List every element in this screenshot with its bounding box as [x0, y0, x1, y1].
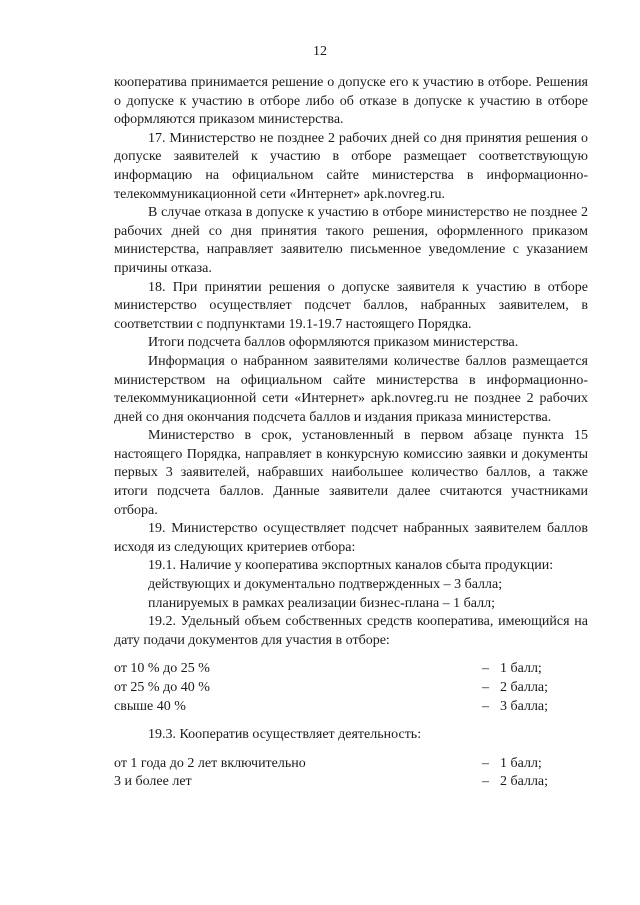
criterion-19-1-line-a: действующих и документально подтвержденных – 3 балла; [148, 577, 503, 593]
row-label: свыше 40 % [114, 698, 186, 714]
row-value: 3 балла; [500, 698, 549, 714]
table-row [114, 698, 588, 717]
row-dash: – [482, 661, 489, 677]
paragraph-item-17: 17. Министерство не позднее 2 рабочих дней со дня принятия решения о допуске заявителей к участию в отборе размещает соответствующую информацию на официальном сайте министерства в информационно-телекоммуникационной сети «Интернет» apk.novreg.ru. [114, 130, 588, 202]
paragraph-continuation: кооператива принимается решение о допуске его к участию в отборе. Решения о допуске к участию в отборе либо об отказе в допуске к участию в отборе оформляются приказом министерства. [114, 75, 588, 128]
paragraph-commission-submission: Министерство в срок, установленный в первом абзаце пункта 15 настоящего Порядка, направляет в конкурсную комиссию заявки и документы первых 3 заявителей, набравших наибольшее количество баллов, а также итоги подсчета баллов. Данные заявители далее считаются участниками отбора. [114, 428, 588, 518]
row-dash: – [482, 774, 489, 790]
criterion-19-1-line-b: планируемых в рамках реализации бизнес-плана – 1 балл; [148, 595, 495, 611]
table-row [114, 755, 588, 774]
row-value: 1 балл; [500, 661, 542, 677]
row-value: 2 балла; [500, 680, 549, 695]
row-label: от 1 года до 2 лет включительно [114, 755, 306, 771]
criterion-19-3-table [114, 755, 588, 792]
row-dash: – [482, 698, 489, 714]
paragraph-score-publication: Информация о набранном заявителями количестве баллов размещается министерством на официальном сайте министерства в информационно-телекоммуникационной сети «Интернет» apk.novreg.ru не позднее 2 рабочих дней со дня окончания подсчета баллов и издания приказа министерства. [114, 353, 588, 425]
row-label: от 10 % до 25 % [114, 661, 210, 677]
paragraph-item-19: 19. Министерство осуществляет подсчет набранных заявителем баллов исходя из следующих критериев отбора: [114, 521, 588, 555]
page-number: 12 [313, 44, 327, 59]
criterion-19-3-title: 19.3. Кооператив осуществляет деятельность: [148, 727, 422, 743]
table-row [114, 679, 588, 698]
row-value: 1 балл; [500, 755, 542, 771]
criterion-19-1-title: 19.1. Наличие у кооператива экспортных каналов сбыта продукции: [148, 558, 554, 574]
paragraph-refusal-notice: В случае отказа в допуске к участию в отборе министерство не позднее 2 рабочих дней со дня принятия такого решения, оформленного приказом министерства, направляет заявителю письменное уведомление с указанием причины отказа. [114, 205, 588, 276]
row-dash: – [482, 680, 489, 695]
row-label: 3 и более лет [114, 774, 192, 790]
row-dash: – [482, 755, 489, 771]
table-row [114, 660, 588, 679]
row-value: 2 балла; [500, 774, 549, 790]
table-row [114, 773, 588, 792]
document-body [114, 74, 588, 792]
paragraph-results-order: Итоги подсчета баллов оформляются приказом министерства. [148, 335, 519, 351]
criterion-19-2-title: 19.2. Удельный объем собственных средств кооператива, имеющийся на дату подачи документов для участия в отборе: [114, 614, 588, 648]
row-label: от 25 % до 40 % [114, 680, 210, 695]
paragraph-item-18: 18. При принятии решения о допуске заявителя к участию в отборе министерство осуществляет подсчет баллов, набранных заявителем, в соответствии с подпунктами 19.1-19.7 настоящего Порядка. [114, 279, 588, 332]
criterion-19-2-table [114, 660, 588, 716]
